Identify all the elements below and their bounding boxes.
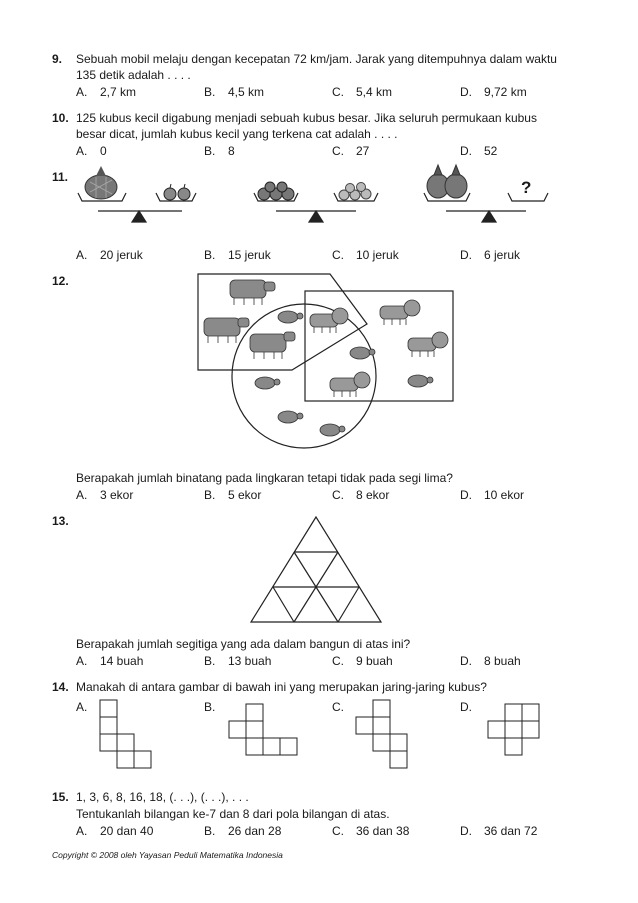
q12-option-d[interactable]: D. 10 ekor	[460, 488, 525, 502]
q9-text-line2: 135 detik adalah . . . .	[76, 68, 191, 82]
q9-option-c[interactable]: C. 5,4 km	[332, 85, 393, 99]
lion-icon	[330, 372, 370, 397]
q14-option-c[interactable]: C.	[332, 700, 344, 714]
q14-number: 14.	[52, 680, 69, 694]
venn-diagram	[198, 274, 453, 448]
lion-icon	[310, 308, 348, 333]
q11-option-a[interactable]: A. 20 jeruk	[76, 248, 143, 262]
q15-option-d[interactable]: D. 36 dan 72	[460, 824, 538, 838]
q12-option-a[interactable]: A. 3 ekor	[76, 488, 134, 502]
q15-option-a[interactable]: A. 20 dan 40	[76, 824, 154, 838]
balance-1	[78, 193, 196, 222]
pineapple-icon	[427, 165, 467, 198]
q10-number: 10.	[52, 111, 69, 125]
q15-number: 15.	[52, 790, 69, 804]
turtle-icon	[278, 411, 303, 423]
q13-question: Berapakah jumlah segitiga yang ada dalam bangun di atas ini?	[76, 637, 411, 651]
q10-option-b[interactable]: B. 8	[204, 144, 235, 158]
q11-number: 11.	[52, 170, 69, 184]
q9-number: 9.	[52, 52, 63, 66]
orange-icon	[339, 183, 371, 201]
q14-option-b[interactable]: B.	[204, 700, 216, 714]
cow-icon	[230, 280, 275, 305]
balance-2	[254, 193, 378, 222]
q10-option-d[interactable]: D. 52	[460, 144, 498, 158]
q13-number: 13.	[52, 514, 69, 528]
pentagon-shape	[198, 274, 367, 370]
turtle-icon	[350, 347, 375, 359]
q10-text-line2: besar dicat, jumlah kubus kecil yang terkena cat adalah . . . .	[76, 127, 398, 141]
q14-option-a[interactable]: A.	[76, 700, 88, 714]
q11-option-b[interactable]: B. 15 jeruk	[204, 248, 271, 262]
q10-option-a[interactable]: A. 0	[76, 144, 107, 158]
cube-net-c	[356, 700, 407, 768]
q12-option-b[interactable]: B. 5 ekor	[204, 488, 262, 502]
q10-option-c[interactable]: C. 27	[332, 144, 370, 158]
q10-text-line1: 125 kubus kecil digabung menjadi sebuah kubus besar. Jika seluruh permukaan kubus	[76, 111, 537, 125]
lion-icon	[408, 332, 448, 357]
triangle-figure	[251, 517, 381, 622]
cow-icon	[204, 318, 249, 343]
cube-net-a	[100, 700, 151, 768]
pineapple-icon	[85, 166, 117, 199]
q9-option-a[interactable]: A. 2,7 km	[76, 85, 137, 99]
q12-number: 12.	[52, 274, 69, 288]
q13-option-d[interactable]: D. 8 buah	[460, 654, 521, 668]
apple-icon	[164, 184, 190, 200]
q15-question: Tentukanlah bilangan ke-7 dan 8 dari pola bilangan di atas.	[76, 807, 390, 821]
turtle-icon	[320, 424, 345, 436]
turtle-icon	[408, 375, 433, 387]
q15-option-c[interactable]: C. 36 dan 38	[332, 824, 410, 838]
q15-sequence: 1, 3, 6, 8, 16, 18, (. . .), (. . .), . . .	[76, 790, 249, 804]
q14-option-d[interactable]: D.	[460, 700, 472, 714]
cow-icon	[250, 332, 295, 359]
q13-option-b[interactable]: B. 13 buah	[204, 654, 272, 668]
unknown-mark: ?	[521, 178, 532, 197]
q13-option-a[interactable]: A. 14 buah	[76, 654, 144, 668]
q12-question: Berapakah jumlah binatang pada lingkaran tetapi tidak pada segi lima?	[76, 471, 453, 485]
q13-option-c[interactable]: C. 9 buah	[332, 654, 393, 668]
q15-option-b[interactable]: B. 26 dan 28	[204, 824, 282, 838]
q11-option-d[interactable]: D. 6 jeruk	[460, 248, 521, 262]
rectangle-shape	[305, 291, 453, 401]
lion-icon	[380, 300, 420, 325]
q14-question: Manakah di antara gambar di bawah ini yang merupakan jaring-jaring kubus?	[76, 680, 487, 694]
turtle-icon	[255, 377, 280, 389]
cube-net-b	[229, 704, 297, 755]
turtle-icon	[278, 311, 303, 323]
q9-text-line1: Sebuah mobil melaju dengan kecepatan 72 km/jam. Jarak yang ditempuhnya dalam waktu	[76, 52, 557, 66]
apple-icon	[258, 182, 294, 200]
q12-option-c[interactable]: C. 8 ekor	[332, 488, 390, 502]
circle-shape	[232, 304, 376, 448]
copyright-footer: Copyright © 2008 oleh Yayasan Peduli Matematika Indonesia	[52, 850, 283, 860]
q11-option-c[interactable]: C. 10 jeruk	[332, 248, 399, 262]
cube-net-d	[488, 704, 539, 755]
q9-option-d[interactable]: D. 9,72 km	[460, 85, 527, 99]
q9-option-b[interactable]: B. 4,5 km	[204, 85, 265, 99]
